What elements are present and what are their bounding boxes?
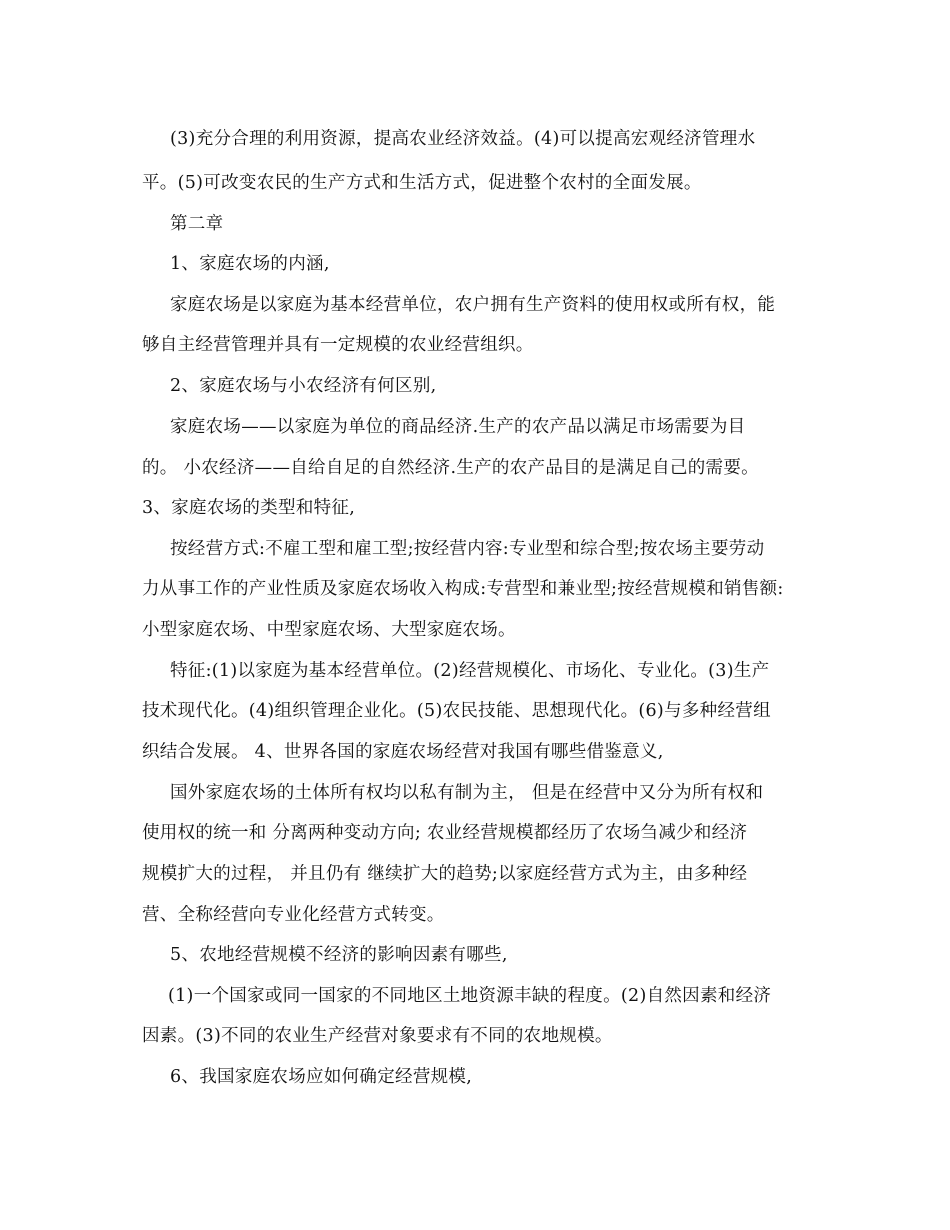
question-heading-3: 3、家庭农场的类型和特征, bbox=[142, 498, 356, 518]
text-line-22: (1)一个国家或同一国家的不同地区土地资源丰缺的程度。(2)自然因素和经济 bbox=[168, 986, 772, 1006]
text-line-14: 特征:(1)以家庭为基本经营单位。(2)经营规模化、市场化、专业化。(3)生产 bbox=[170, 661, 770, 681]
question-heading-2: 2、家庭农场与小农经济有何区别, bbox=[170, 376, 437, 396]
text-line-8: 家庭农场——以家庭为单位的商品经济.生产的农产品以满足市场需要为目 bbox=[170, 417, 746, 437]
text-line-15: 技术现代化。(4)组织管理企业化。(5)农民技能、思想现代化。(6)与多种经营组 bbox=[142, 701, 771, 721]
text-line-17: 国外家庭农场的土体所有权均以私有制为主， 但是在经营中又分为所有权和 bbox=[170, 783, 764, 803]
text-line-2: 平。(5)可改变农民的生产方式和生活方式，促进整个农村的全面发展。 bbox=[142, 173, 702, 193]
chapter-heading: 第二章 bbox=[170, 214, 224, 234]
text-line-5: 家庭农场是以家庭为基本经营单位，农户拥有生产资料的使用权或所有权，能 bbox=[170, 295, 776, 315]
text-line-20: 营、全称经营向专业化经营方式转变。 bbox=[142, 905, 445, 925]
text-line-9: 的。 小农经济——自给自足的自然经济.生产的农产品目的是满足自己的需要。 bbox=[142, 458, 759, 478]
question-heading-1: 1、家庭农场的内涵, bbox=[170, 254, 330, 274]
text-line-19: 规模扩大的过程， 并且仍有 继续扩大的趋势;以家庭经营方式为主，由多种经 bbox=[142, 864, 748, 884]
text-line-18: 使用权的统一和 分离两种变动方向; 农业经营规模都经历了农场刍减少和经济 bbox=[142, 823, 748, 843]
text-line-6: 够自主经营管理并具有一定规模的农业经营组织。 bbox=[142, 335, 534, 355]
text-line-1: (3)充分合理的利用资源，提高农业经济效益。(4)可以提高宏观经济管理水 bbox=[170, 129, 756, 149]
text-line-12: 力从事工作的产业性质及家庭农场收入构成:专营型和兼业型;按经营规模和销售额: bbox=[142, 579, 784, 599]
text-line-23: 因素。(3)不同的农业生产经营对象要求有不同的农地规模。 bbox=[142, 1026, 613, 1046]
text-line-13: 小型家庭农场、中型家庭农场、大型家庭农场。 bbox=[142, 620, 516, 640]
question-heading-5: 5、农地经营规模不经济的影响因素有哪些, bbox=[170, 945, 508, 965]
question-heading-6: 6、我国家庭农场应如何确定经营规模, bbox=[170, 1067, 473, 1087]
text-line-16: 织结合发展。 4、世界各国的家庭农场经营对我国有哪些借鉴意义, bbox=[142, 742, 664, 762]
text-line-11: 按经营方式:不雇工型和雇工型;按经营内容:专业型和综合型;按农场主要劳动 bbox=[170, 539, 765, 559]
